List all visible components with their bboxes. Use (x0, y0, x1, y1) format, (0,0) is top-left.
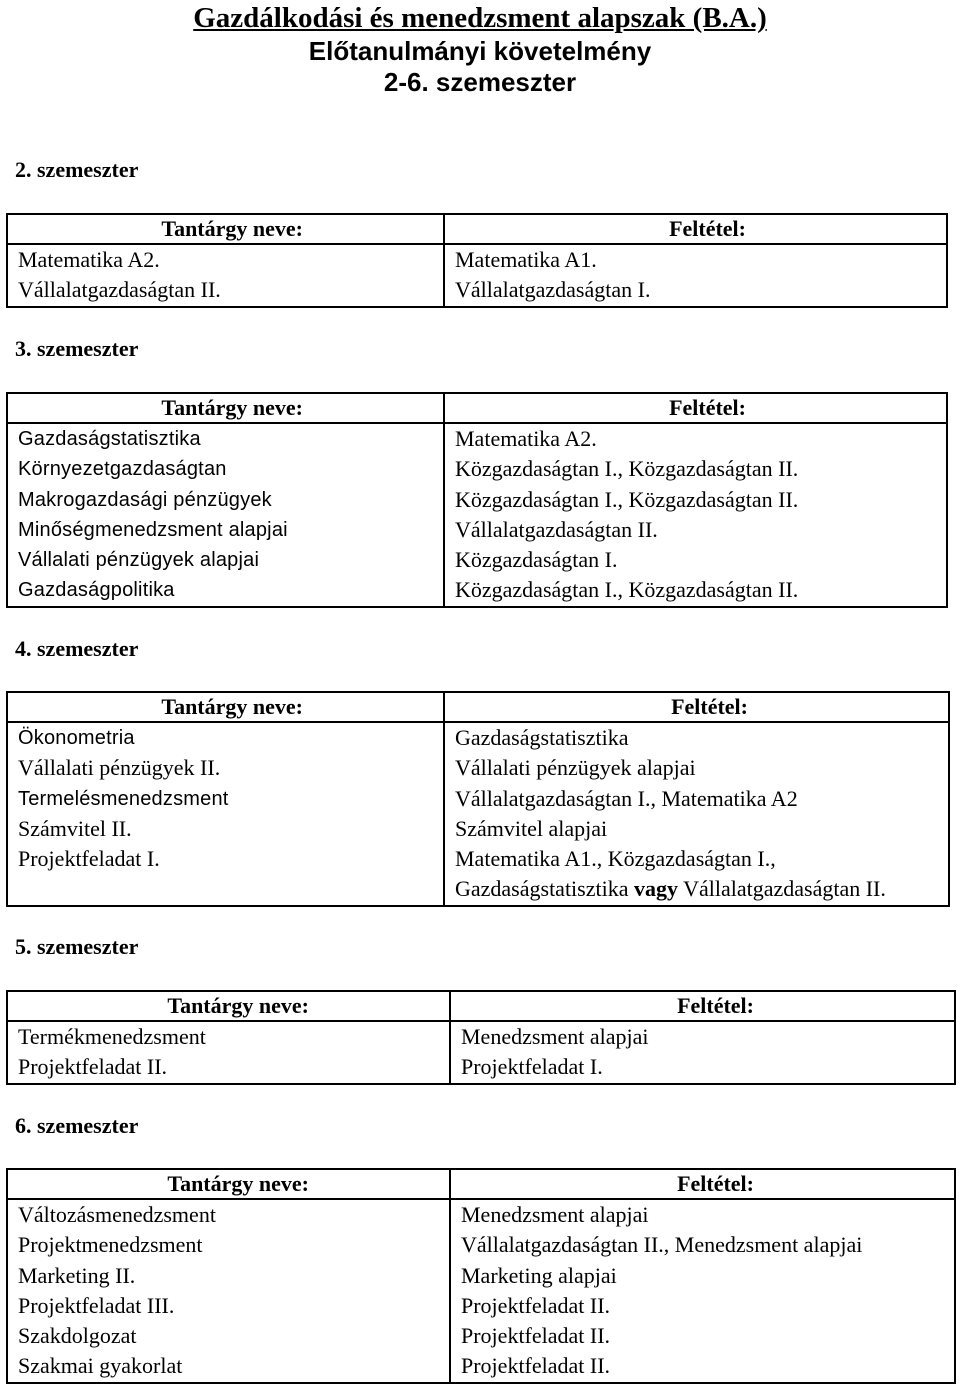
table-body (7, 423, 947, 607)
subject-item: Gazdaságpolitika (18, 579, 175, 602)
semester-range: 2-6. szemeszter (383, 67, 577, 97)
condition-header: Feltétel: (444, 393, 947, 423)
table-body (7, 1199, 955, 1383)
condition-item: Vállalatgazdaságtan II., Menedzsment alapjai (461, 1232, 863, 1258)
condition-cell (450, 1199, 955, 1383)
condition-item-continued (455, 874, 938, 904)
subject-item: Gazdaságstatisztika (18, 428, 201, 450)
subject-item: Makrogazdasági pénzügyek (18, 488, 272, 511)
subject-cell (7, 244, 444, 307)
subject-item: Projektmenedzsment (18, 1232, 203, 1258)
condition-cell (450, 1021, 955, 1084)
header-row (7, 991, 955, 1021)
table-body (7, 244, 947, 307)
condition-item: Vállalati pénzügyek alapjai (455, 755, 696, 781)
subject-item: Ökonometria (18, 727, 135, 749)
condition-item: Menedzsment alapjai (461, 1202, 649, 1227)
document-title: Gazdálkodási és menedzsment alapszak (B.A.) (193, 2, 767, 34)
subject-cell (7, 1021, 450, 1084)
condition-cell (444, 722, 949, 906)
table-body (7, 1021, 955, 1084)
condition-item: Vállalatgazdaságtan II. (455, 516, 658, 542)
subject-cell (7, 722, 444, 906)
semester-3-heading: 3. szemeszter (15, 336, 139, 361)
condition-or-keyword: vagy (634, 876, 678, 902)
condition-item: Közgazdaságtan I., Közgazdaságtan II. (455, 486, 799, 512)
semester-5-heading: 5. szemeszter (15, 934, 139, 959)
subject-header: Tantárgy neve: (7, 692, 444, 722)
subject-item: Marketing II. (18, 1262, 136, 1288)
subject-item: Szakdolgozat (18, 1323, 137, 1349)
subject-item: Környezetgazdaságtan (18, 458, 227, 481)
subject-item: Matematika A2. (18, 247, 160, 272)
subject-item: Szakmai gyakorlat (18, 1353, 183, 1379)
condition-cell (444, 244, 947, 307)
condition-header: Feltétel: (444, 692, 949, 722)
condition-item: Marketing alapjai (461, 1262, 617, 1288)
header-row (7, 393, 947, 423)
condition-item: Matematika A1. (455, 247, 597, 272)
semester-4-heading: 4. szemeszter (15, 636, 139, 661)
subject-item: Projektfeladat II. (18, 1054, 168, 1080)
condition-item: Matematika A1., Közgazdaságtan I., (455, 846, 776, 872)
condition-item: Közgazdaságtan I. (455, 547, 618, 573)
condition-item: Közgazdaságtan I., Közgazdaságtan II. (455, 456, 799, 482)
condition-item: Vállalatgazdaságtan I. (455, 277, 651, 303)
subject-item: Vállalati pénzügyek alapjai (18, 549, 260, 572)
condition-item: Projektfeladat II. (461, 1323, 611, 1349)
semester-6-heading: 6. szemeszter (15, 1113, 139, 1138)
header-row (7, 214, 947, 244)
semester-4-table (6, 691, 950, 907)
subject-item: Változásmenedzsment (18, 1202, 216, 1227)
condition-item: Matematika A2. (455, 426, 597, 451)
condition-item: Vállalatgazdaságtan I., Matematika A2 (455, 785, 798, 811)
condition-text: Gazdaságstatisztika (455, 876, 634, 902)
subject-item: Vállalati pénzügyek II. (18, 755, 221, 781)
semester-5-table (6, 990, 956, 1085)
header-row (7, 1169, 955, 1199)
subject-item: Termékmenedzsment (18, 1024, 206, 1049)
subject-item: Vállalatgazdaságtan II. (18, 277, 221, 303)
semester-6-table (6, 1168, 956, 1384)
subject-header: Tantárgy neve: (7, 214, 444, 244)
semester-2-table (6, 213, 948, 308)
subject-item: Termelésmenedzsment (18, 787, 229, 810)
condition-item: Projektfeladat II. (461, 1292, 611, 1318)
condition-text: Vállalatgazdaságtan II. (678, 876, 886, 902)
semester-3-table (6, 392, 948, 608)
condition-item: Projektfeladat I. (461, 1054, 603, 1080)
subject-item: Projektfeladat I. (18, 846, 160, 872)
subject-cell (7, 1199, 450, 1383)
subject-item: Minőségmenedzsment alapjai (18, 518, 288, 541)
header-row (7, 692, 949, 722)
subject-header: Tantárgy neve: (7, 991, 450, 1021)
condition-item: Projektfeladat II. (461, 1353, 611, 1379)
table-body (7, 722, 949, 906)
condition-item: Menedzsment alapjai (461, 1024, 649, 1049)
document-subtitle: Előtanulmányi követelmény (308, 36, 652, 66)
subject-cell (7, 423, 444, 607)
condition-header: Feltétel: (450, 991, 955, 1021)
subject-header: Tantárgy neve: (7, 393, 444, 423)
condition-header: Feltétel: (450, 1169, 955, 1199)
semester-2-heading: 2. szemeszter (15, 157, 139, 182)
subject-item: Projektfeladat III. (18, 1292, 175, 1318)
condition-item: Közgazdaságtan I., Közgazdaságtan II. (455, 577, 799, 603)
condition-cell (444, 423, 947, 607)
condition-item: Számvitel alapjai (455, 815, 608, 841)
subject-item: Számvitel II. (18, 815, 132, 841)
subject-header: Tantárgy neve: (7, 1169, 450, 1199)
condition-item: Gazdaságstatisztika (455, 725, 629, 750)
condition-header: Feltétel: (444, 214, 947, 244)
